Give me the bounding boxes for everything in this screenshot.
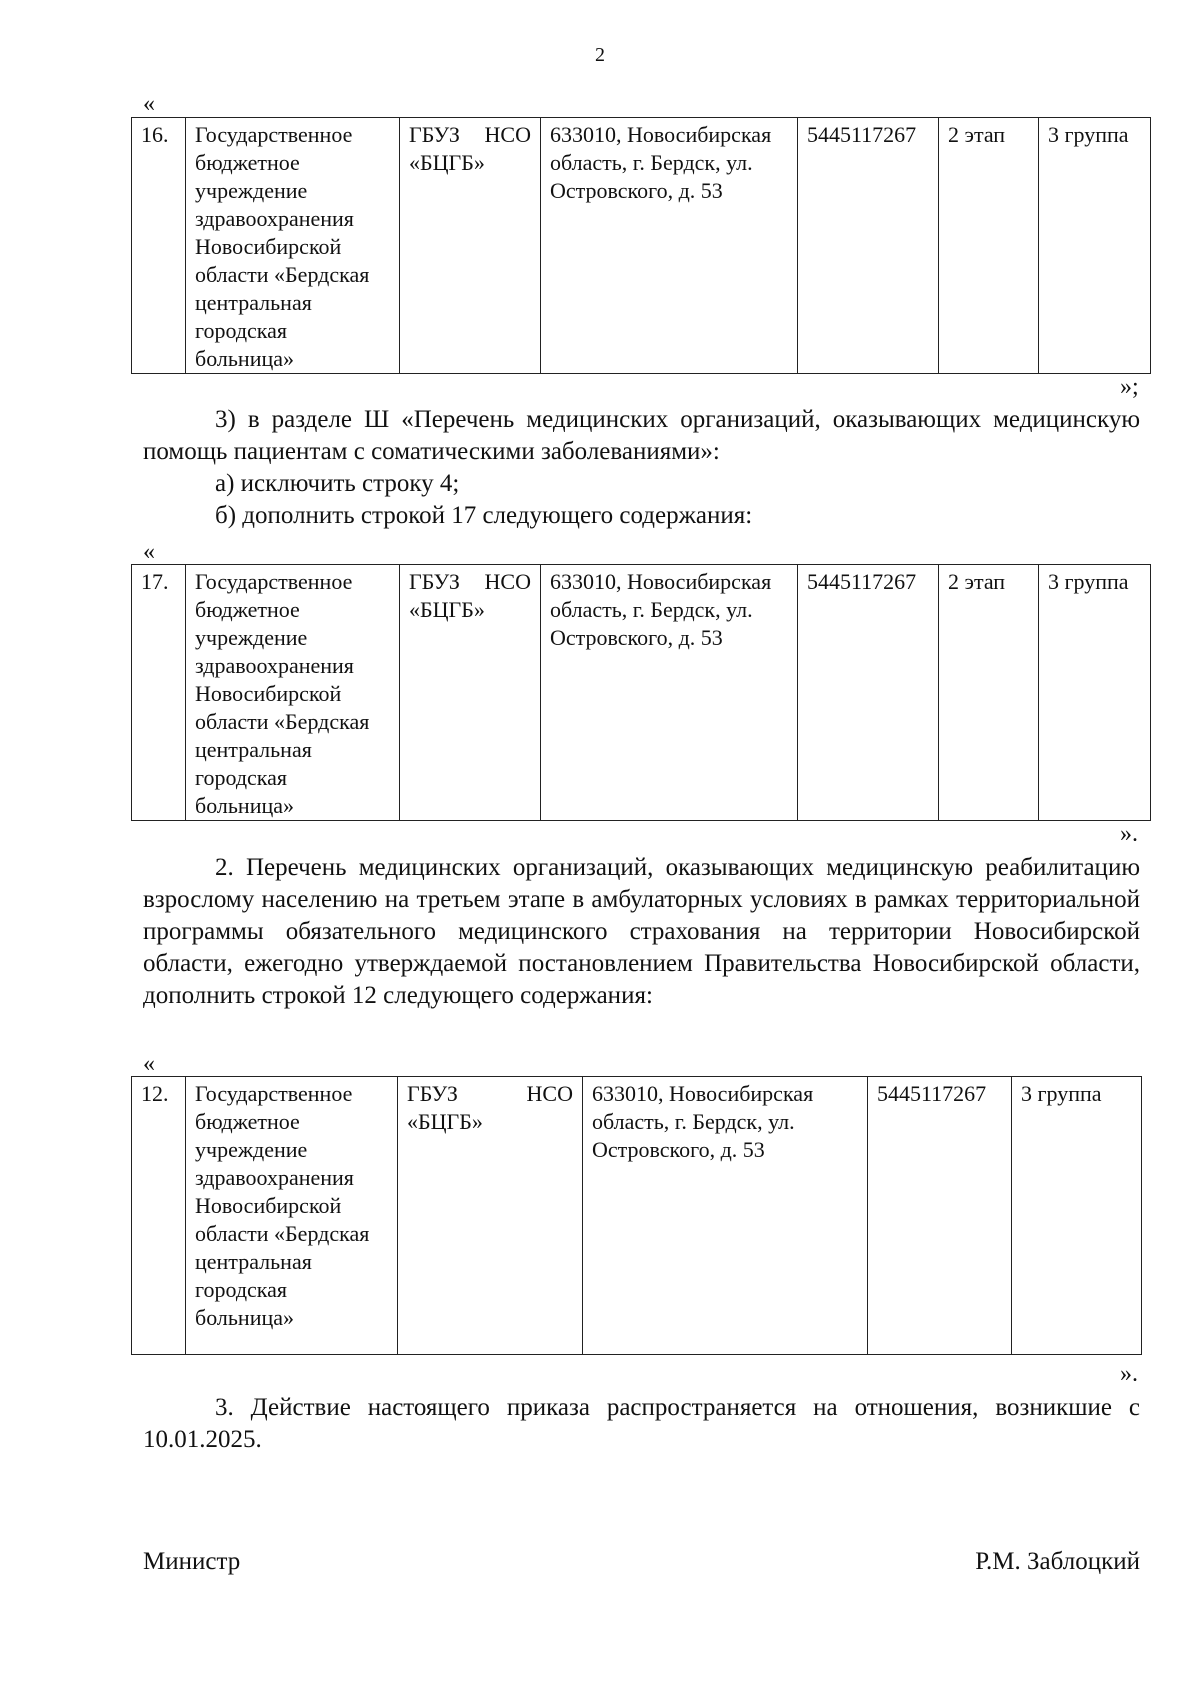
organization-inn: 5445117267 — [798, 565, 939, 821]
organization-inn: 5445117267 — [798, 118, 939, 374]
organization-address: 633010, Новосибирская область, г. Бердск, ул. Островского, д. 53 — [583, 1077, 868, 1355]
row-number: 16. — [132, 118, 186, 374]
open-quote-mark: « — [143, 91, 155, 117]
item-3-b: б) дополнить строкой 17 следующего содержания: — [215, 502, 753, 529]
table-row — [132, 565, 1151, 821]
organization-address: 633010, Новосибирская область, г. Бердск, ул. Островского, д. 53 — [541, 118, 798, 374]
organization-group: 3 группа — [1012, 1077, 1142, 1355]
table-row — [132, 118, 1151, 374]
close-quote-mark: ». — [1120, 821, 1138, 847]
item-3-final-text: 3. Действие настоящего приказа распространяется на отношения, возникшие с 10.01.2025. — [143, 1394, 1140, 1453]
organization-abbr: ГБУЗ НСО «БЦГБ» — [400, 118, 541, 374]
organization-group: 3 группа — [1039, 118, 1151, 374]
signature-name: Р.М. Заблоцкий — [975, 1548, 1140, 1575]
organization-stage: 2 этап — [939, 565, 1039, 821]
row-number: 12. — [132, 1077, 186, 1355]
signature-position: Министр — [143, 1548, 241, 1575]
organization-address: 633010, Новосибирская область, г. Бердск, ул. Островского, д. 53 — [541, 565, 798, 821]
table-row — [132, 1077, 1142, 1355]
page-number: 2 — [595, 44, 605, 66]
table-row-17 — [131, 564, 1151, 821]
organization-inn: 5445117267 — [868, 1077, 1012, 1355]
open-quote-mark: « — [143, 539, 155, 565]
item-2-text: 2. Перечень медицинских организаций, оказывающих медицинскую реабилитацию взрослому населению на третьем этапе в амбулаторных условиях в рамках территориальной программы обязательного медицинского страхования на территории Новосибирской области, ежегодно утверждаемой постановлением Правительства Новосибирской области, дополнить строкой 12 следующего содержания: — [143, 854, 1140, 1009]
organization-name: Государственное бюджетное учреждение здравоохранения Новосибирской области «Бердская центральная городская больница» — [186, 118, 400, 374]
close-quote-mark: »; — [1120, 374, 1139, 400]
organization-group: 3 группа — [1039, 565, 1151, 821]
item-3-intro: 3) в разделе Ш «Перечень медицинских организаций, оказывающих медицинскую помощь пациентам с соматическими заболеваниями»: — [143, 406, 1140, 465]
table-row-16 — [131, 117, 1151, 374]
organization-stage: 2 этап — [939, 118, 1039, 374]
signature-block — [143, 1546, 1140, 1578]
close-quote-mark: ». — [1120, 1361, 1138, 1387]
organization-abbr: ГБУЗ НСО «БЦГБ» — [398, 1077, 583, 1355]
row-number: 17. — [132, 565, 186, 821]
table-row-12 — [131, 1076, 1142, 1355]
item-3-a: а) исключить строку 4; — [215, 470, 460, 497]
organization-abbr: ГБУЗ НСО «БЦГБ» — [400, 565, 541, 821]
organization-name: Государственное бюджетное учреждение здравоохранения Новосибирской области «Бердская центральная городская больница» — [186, 565, 400, 821]
organization-name: Государственное бюджетное учреждение здравоохранения Новосибирской области «Бердская центральная городская больница» — [186, 1077, 398, 1355]
open-quote-mark: « — [143, 1051, 155, 1077]
